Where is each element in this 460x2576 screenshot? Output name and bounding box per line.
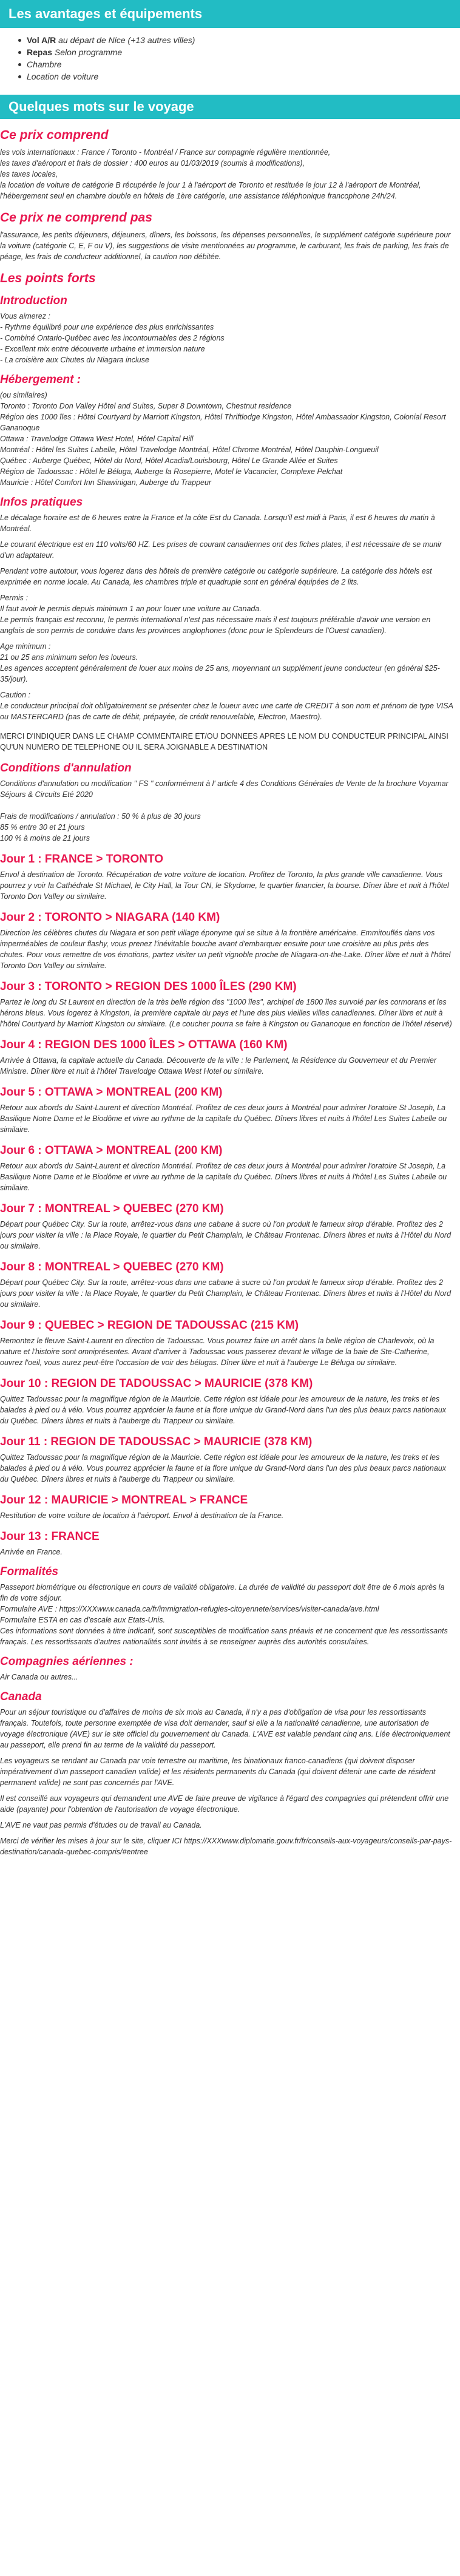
list-item <box>18 34 460 46</box>
spacer <box>0 588 454 592</box>
day-title: Jour 6 : OTTAWA > MONTREAL (200 KM) <box>0 1144 223 1157</box>
text-line: Québec : Auberge Québec, Hôtel du Nord, Hôtel Acadia/Louisbourg, Hôtel Le Grande Allée et Suites <box>0 456 338 465</box>
item-text: Chambre <box>27 59 62 69</box>
text-line: Formulaire ESTA en cas d'escale aux Etats-Unis. <box>0 1616 165 1624</box>
lodging-list <box>0 390 454 488</box>
advantages-list <box>0 34 460 83</box>
text-line: l'hébergement seul en chambre double en hôtels de 1ère catégorie, une assistance téléphonique francophone 24h/24. <box>0 192 397 200</box>
lodging-title: Hébergement : <box>0 373 81 386</box>
item-text: Selon programme <box>52 47 123 57</box>
text-line: les taxes locales, <box>0 170 58 178</box>
text-line: - La croisière aux Chutes du Niagara incluse <box>0 356 149 364</box>
text-line: L'AVE ne vaut pas permis d'études ou de travail au Canada. <box>0 1821 202 1829</box>
spacer <box>0 1831 454 1835</box>
spacer <box>0 561 454 566</box>
list-item <box>18 70 460 83</box>
text-line: (ou similaires) <box>0 391 47 399</box>
text-line: Région de Tadoussac : Hôtel le Béluga, Auberge la Rosepierre, Motel le Vacancier, Complexe Pelchat <box>0 467 343 476</box>
day-title: Jour 12 : MAURICIE > MONTREAL > FRANCE <box>0 1494 248 1507</box>
text-line: 85 % entre 30 et 21 jours <box>0 823 85 832</box>
cancellation-title: Conditions d'annulation <box>0 762 132 774</box>
text-line: Vous aimerez : <box>0 312 50 320</box>
day-title: Jour 10 : REGION DE TADOUSSAC > MAURICIE (378 KM) <box>0 1377 313 1390</box>
item-text: Location de voiture <box>27 72 99 81</box>
airlines-list <box>0 1672 454 1683</box>
day-description: Départ pour Québec City. Sur la route, arrêtez-vous dans une cabane à sucre où l'on produit le fameux sirop d'érable. Profitez des 2 jours pour visiter la ville : la Place Royale, le quartier du Petit Champlain, le Château Frontenac. Dîners libres et nuits à l'Hôtel du Nord ou similaire. <box>0 1220 452 1250</box>
day-description: Partez le long du St Laurent en direction de la très belle région des "1000 îles", archipel de 1800 îles survolé par les cormorans et les hérons bleus. Vous logerez à Kingston, la première capitale du pays et l'une des plus vieilles villes canadiennes. Dîner libre et nuit à l'hôtel Courtyard by Marriott Kingston ou similaire. (Le coucher pourra se faire à Kingston ou Gananoque en fonction de l'hôtel réservé) <box>0 998 452 1028</box>
practical-title: Infos pratiques <box>0 496 83 509</box>
price-includes-title: Ce prix comprend <box>0 128 109 142</box>
list-item <box>18 58 460 70</box>
day-description: Direction les célèbres chutes du Niagara et son petit village éponyme qui se situe à la frontière américaine. Emmitouflés dans vos imperméables de couleur flashy, vous prenez l'inévitable bouche avant d'embarquer ensuite pour une croisière au plus près des chutes. Pour vous remettre de vos émotions, partez visiter un petit vignoble proche de Niagara-on-the-Lake. Dîner libre et nuit à l'hôtel Toronto Don Valley ou similaire. <box>0 929 451 970</box>
text-line: l'assurance, les petits déjeuners, déjeuners, dîners, les boissons, les dépenses personnelles, le supplément catégorie supérieure pour la voiture (catégorie C, E, F ou V), les suggestions de visite mentionnées au programme, le carburant, les frais de parking, les frais de péage, les frais de conducteur additionnel, la caution non débitée. <box>0 231 451 261</box>
spacer <box>0 1815 454 1820</box>
text-line: Ottawa : Travelodge Ottawa West Hotel, Hôtel Capital Hill <box>0 435 194 443</box>
text-line <box>0 800 454 811</box>
day-title: Jour 9 : QUEBEC > REGION DE TADOUSSAC (215 KM) <box>0 1319 299 1332</box>
text-line: - Excellent mix entre découverte urbaine et immersion nature <box>0 345 205 353</box>
text-line: Frais de modifications / annulation : 50 % à plus de 30 jours <box>0 812 201 821</box>
advantages-banner: Les avantages et équipements <box>0 0 460 28</box>
canada-list <box>0 1707 454 1857</box>
text-line: Passeport biométrique ou électronique en cours de validité obligatoire. La durée de validité du passeport doit être de 6 mois après la fin de votre séjour. <box>0 1583 445 1602</box>
practical-list <box>0 512 454 722</box>
day-title: Jour 8 : MONTREAL > QUEBEC (270 KM) <box>0 1261 224 1273</box>
canada-title: Canada <box>0 1690 42 1703</box>
formalities-title: Formalités <box>0 1565 59 1578</box>
day-title: Jour 1 : FRANCE > TORONTO <box>0 853 164 866</box>
text-line: - Rythme équilibré pour une expérience des plus enrichissantes <box>0 323 214 331</box>
caps-notice: MERCI D'INDIQUER DANS LE CHAMP COMMENTAIRE ET/OU DONNEES APRES LE NOM DU CONDUCTEUR PRINCIPAL AINSI QU'UN NUMERO DE TELEPHONE OU IL SERA JOIGNABLE A DESTINATION <box>0 732 448 751</box>
day-title: Jour 11 : REGION DE TADOUSSAC > MAURICIE (378 KM) <box>0 1435 313 1448</box>
text-line: Le courant électrique est en 110 volts/60 HZ. Les prises de courant canadiennes ont des fiches plates, il est nécessaire de se munir d'un adaptateur. <box>0 540 442 560</box>
cancellation-list <box>0 778 454 844</box>
day-title: Jour 5 : OTTAWA > MONTREAL (200 KM) <box>0 1086 223 1099</box>
text-line: Permis : Il faut avoir le permis depuis minimum 1 an pour louer une voiture au Canada. Le permis français est reconnu, le permis international n'est pas nécessaire mais il est toujours préférable d'avoir une version en anglais de son permis de conduire dans les provinces anglophones (donc pour le Splendeurs de l'Ouest canadien). <box>0 594 431 635</box>
spacer <box>0 685 454 690</box>
text-line: Pour un séjour touristique ou d'affaires de moins de six mois au Canada, il n'y a pas d'obligation de visa pour les ressortissants français. Toutefois, toute personne exemptée de visa doit demander, sauf si elle a la nationalité canadienne, une autorisation de voyage électronique (AVE) sur le site officiel du gouvernement du Canada. L'AVE est valable pendant cinq ans. Liée électroniquement au passeport, elle prend fin au terme de la validité du passeport. <box>0 1708 450 1749</box>
day-title: Jour 4 : REGION DES 1000 ÎLES > OTTAWA (160 KM) <box>0 1039 288 1051</box>
text-line: Age minimum : 21 ou 25 ans minimum selon les loueurs. Les agences acceptent généralement de louer aux moins de 25 ans, moyennant un supplément jeune conducteur (en général $25-35/jour). <box>0 642 440 683</box>
text-line: Mauricie : Hôtel Comfort Inn Shawinigan, Auberge du Trappeur <box>0 478 212 487</box>
formalities-list <box>0 1582 454 1647</box>
day-description: Retour aux abords du Saint-Laurent et direction Montréal. Profitez de ces deux jours à Montréal pour admirer l'oratoire St Joseph, La Basilique Notre Dame et le Biodôme et vivre au rythme de la capitale du Québec. Dîners libres et nuits à l'hôtel Les Suites Labelle ou similaire. <box>0 1162 447 1192</box>
spacer <box>0 534 454 539</box>
voyage-banner: Quelques mots sur le voyage <box>0 95 460 119</box>
day-description: Quittez Tadoussac pour la magnifique région de la Mauricie. Cette région est idéale pour les amoureux de la nature, les treks et les balades à pied ou à vélo. Vous pourrez apprécier la faune et la flore unique du Grand-Nord dans l'un des plus beaux parcs nationaux du Québec. Dîners libres et nuits à l'auberge du Trappeur ou similaire. <box>0 1395 447 1425</box>
introduction-list <box>0 311 454 365</box>
text-line: Il est conseillé aux voyageurs qui demandent une AVE de faire preuve de vigilance à l'égard des compagnies qui prétendent offrir une aide (payante) pour l'obtention de l'autorisation de voyage électronique. <box>0 1794 449 1814</box>
text-line: Montréal : Hôtel les Suites Labelle, Hôtel Travelodge Montréal, Hôtel Chrome Montréal, Hôtel Dauphin-Longueuil <box>0 446 379 454</box>
text-line: Région des 1000 îles : Hôtel Courtyard by Marriott Kingston, Hôtel Thriftlodge Kingston, Hôtel Ambassador Kingston, Colonial Resort Gananoque <box>0 413 446 432</box>
price-excludes-title: Ce prix ne comprend pas <box>0 211 152 225</box>
airlines-title: Compagnies aériennes : <box>0 1655 134 1668</box>
strong-points-title: Les points forts <box>0 271 96 285</box>
text-line: la location de voiture de catégorie B récupérée le jour 1 à l'aéroport de Toronto et restituée le jour 12 à l'aéroport de Montréal, <box>0 181 421 189</box>
spacer <box>0 636 454 641</box>
text-line: Merci de vérifier les mises à jour sur le site, cliquer ICI https://XXXwww.diplomatie.gouv.fr/fr/conseils-aux-voyageurs/conseils-par-pays-destination/canada-quebec-compris/#entree <box>0 1837 452 1856</box>
text-line: Toronto : Toronto Don Valley Hôtel and Suites, Super 8 Downtown, Chestnut residence <box>0 402 292 410</box>
list-item <box>18 46 460 58</box>
text-line: Pendant votre autotour, vous logerez dans des hôtels de première catégorie ou catégorie supérieure. La catégorie des hôtels est exprimée en norme locale. Au Canada, les chambres triple et quadruple sont en général équipées de 2 lits. <box>0 567 432 586</box>
days-list <box>0 852 454 1557</box>
text-line: - Combiné Ontario-Québec avec les incontournables des 2 régions <box>0 334 225 342</box>
text-line: 100 % à moins de 21 jours <box>0 834 90 842</box>
day-description: Départ pour Québec City. Sur la route, arrêtez-vous dans une cabane à sucre où l'on produit le fameux sirop d'érable. Profitez des 2 jours pour visiter la ville : la Place Royale, le quartier du Petit Champlain, le Château Frontenac. Dîners libres et nuits à l'Hôtel du Nord ou similaire. <box>0 1278 452 1309</box>
day-description: Quittez Tadoussac pour la magnifique région de la Mauricie. Cette région est idéale pour les amoureux de la nature, les treks et les balades à pied ou à vélo. Vous pourrez apprécier la faune et la flore unique du Grand-Nord dans l'un des plus beaux parcs nationaux du Québec. Dîners libres et nuits à l'auberge du Trappeur ou similaire. <box>0 1453 447 1483</box>
day-title: Jour 7 : MONTREAL > QUEBEC (270 KM) <box>0 1202 224 1215</box>
text-line: Conditions d'annulation ou modification " FS " conformément à l' article 4 des Conditions Générales de Vente de la brochure Voyamar Séjours & Circuits Eté 2020 <box>0 779 448 799</box>
item-bold: Vol A/R <box>27 35 56 45</box>
price-includes-list <box>0 147 454 202</box>
item-text: au départ de Nice (+13 autres villes) <box>56 35 195 45</box>
voyage-content <box>0 127 460 1857</box>
day-description: Arrivée à Ottawa, la capitale actuelle du Canada. Découverte de la ville : le Parlement, la Résidence du Gouverneur et du Premier Ministre. Dîner libre et nuit à l'hôtel Travelodge Ottawa West Hotel ou similaire. <box>0 1056 437 1076</box>
text-line: Formulaire AVE : https://XXXwww.canada.ca/fr/immigration-refugies-citoyennete/services/visiter-canada/ave.html <box>0 1605 379 1613</box>
text-line: Les voyageurs se rendant au Canada par voie terrestre ou maritime, les binationaux franco-canadiens (qui doivent disposer impérativement d'un passeport canadien valide) et les résidents permanents du Canada (qui doivent détenir une carte de résident permanent valide) ne sont pas concernés par l'AVE. <box>0 1757 436 1787</box>
text-line: Air Canada ou autres... <box>0 1673 78 1681</box>
day-description: Envol à destination de Toronto. Récupération de votre voiture de location. Profitez de Toronto, la plus grande ville canadienne. Vous pourrez y voir la Cathédrale St Michael, le City Hall, la Tour CN, le Skydome, le quartier financier, la bourse. Dîner libre et nuit à l'hôtel Toronto Don Valley ou similaire. <box>0 870 449 901</box>
price-excludes-list <box>0 229 454 262</box>
introduction-title: Introduction <box>0 294 67 307</box>
day-description: Restitution de votre voiture de location à l'aéroport. Envol à destination de la France. <box>0 1511 284 1520</box>
text-line: les taxes d'aéroport et frais de dossier : 400 euros au 01/03/2019 (soumis à modifications), <box>0 159 305 168</box>
day-title: Jour 13 : FRANCE <box>0 1530 100 1543</box>
day-title: Jour 3 : TORONTO > REGION DES 1000 ÎLES (290 KM) <box>0 980 297 993</box>
text-line: les vols internationaux : France / Toronto - Montréal / France sur compagnie régulière mentionnée, <box>0 148 331 157</box>
spacer <box>0 1788 454 1793</box>
day-description: Arrivée en France. <box>0 1548 63 1556</box>
text-line: Le décalage horaire est de 6 heures entre la France et la côte Est du Canada. Lorsqu'il est midi à Paris, il est 6 heures du matin à Montréal. <box>0 514 435 533</box>
item-bold: Repas <box>27 47 53 57</box>
day-description: Retour aux abords du Saint-Laurent et direction Montréal. Profitez de ces deux jours à Montréal pour admirer l'oratoire St Joseph, La Basilique Notre Dame et le Biodôme et vivre au rythme de la capitale du Québec. Dîners libres et nuits à l'hôtel Les Suites Labelle ou similaire. <box>0 1103 447 1134</box>
spacer <box>0 1751 454 1755</box>
day-description: Remontez le fleuve Saint-Laurent en direction de Tadoussac. Vous pourrez faire un arrêt dans la belle région de Charlevoix, où la nature et l'histoire sont omniprésentes. Avant d'arriver à Tadoussac vous passerez devant le village de la baie de Ste-Catherine, ouvrez l'oeil, vous aurez peut-être l'occasion de voir des bélugas. Dîner libre et nuit à l'auberge Le Béluga ou similaire. <box>0 1337 435 1367</box>
day-title: Jour 2 : TORONTO > NIAGARA (140 KM) <box>0 911 220 924</box>
text-line: Caution : Le conducteur principal doit obligatoirement se présenter chez le loueur avec une carte de CREDIT à son nom et prénom de type VISA ou MASTERCARD (pas de carte de débit, prépayée, de crédit renouvelable, Electron, Maestro). <box>0 691 453 721</box>
text-line: Ces informations sont données à titre indicatif, sont susceptibles de modification sans préavis et ne concernent que les ressortissants français. Les ressortissants d'autres nationalités sont invités à se renseigner auprès des autorités consulaires. <box>0 1627 448 1646</box>
